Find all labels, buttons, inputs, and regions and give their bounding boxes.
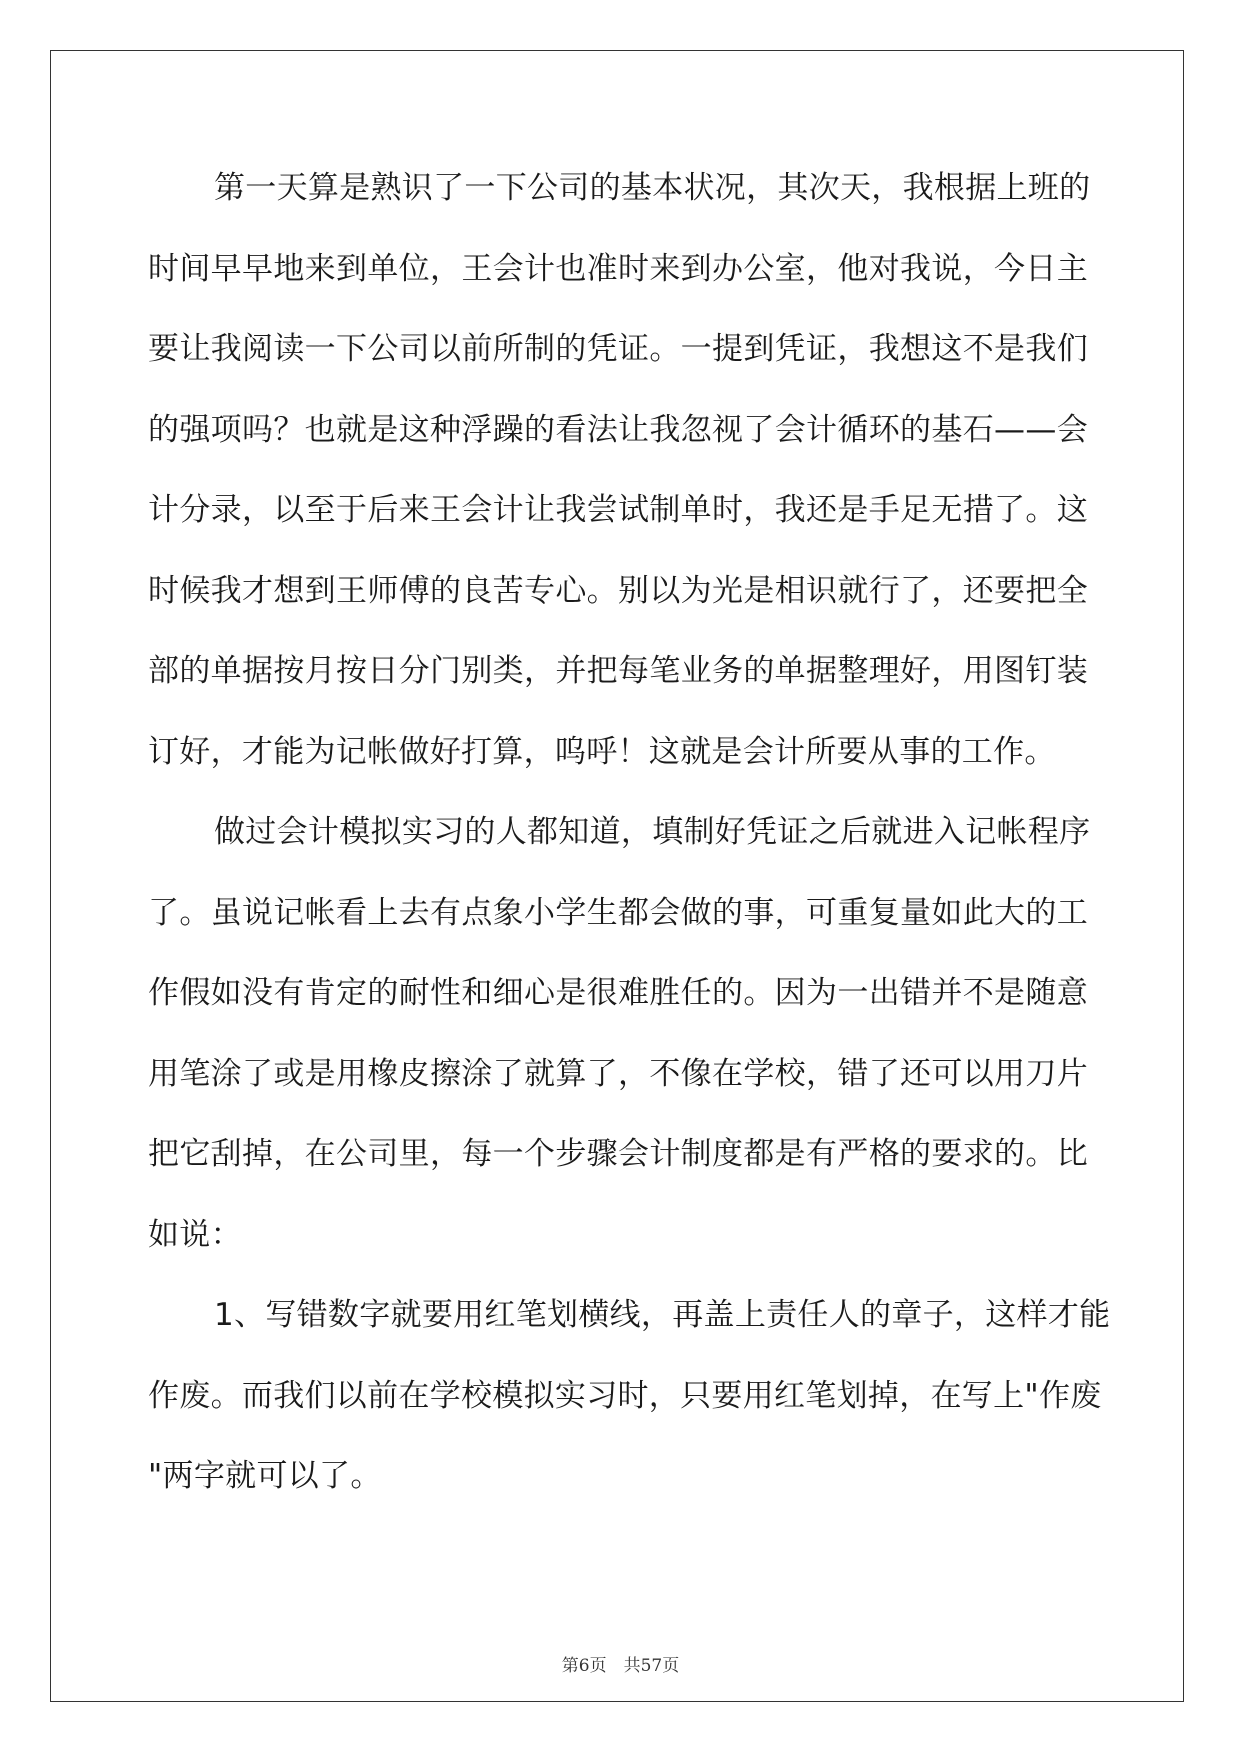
paragraph-1-line-2: 时间早早地来到单位，王会计也准时来到办公室，他对我说，今日主 xyxy=(148,250,1088,287)
paragraph-1-line-3: 要让我阅读一下公司以前所制的凭证。一提到凭证，我想这不是我们 xyxy=(148,331,1088,367)
paragraph-3-line-1: 1、写错数字就要用红笔划横线，再盖上责任人的章子，这样才能 xyxy=(214,1297,1111,1333)
paragraph-1-line-1: 第一天算是熟识了一下公司的基本状况，其次天，我根据上班的 xyxy=(214,170,1091,206)
page-number-footer: 第6页 共57页 xyxy=(561,1656,680,1676)
paragraph-2-line-4: 用笔涂了或是用橡皮擦涂了就算了，不像在学校，错了还可以用刀片 xyxy=(148,1055,1088,1092)
paragraph-1-line-6: 时候我才想到王师傅的良苦专心。别以为光是相识就行了，还要把全 xyxy=(148,572,1088,609)
paragraph-1-line-4: 的强项吗？也就是这种浮躁的看法让我忽视了会计循环的基石——会 xyxy=(148,411,1088,448)
paragraph-3-line-2: 作废。而我们以前在学校模拟实习时，只要用红笔划掉，在写上"作废 xyxy=(148,1377,1102,1414)
paragraph-3-line-3: "两字就可以了。 xyxy=(148,1458,382,1494)
paragraph-2-line-3: 作假如没有肯定的耐性和细心是很难胜任的。因为一出错并不是随意 xyxy=(148,975,1088,1011)
paragraph-2-line-2: 了。虽说记帐看上去有点象小学生都会做的事，可重复量如此大的工 xyxy=(148,894,1088,931)
paragraph-2-line-6: 如说： xyxy=(148,1216,242,1253)
paragraph-2-line-1: 做过会计模拟实习的人都知道，填制好凭证之后就进入记帐程序 xyxy=(214,814,1091,850)
paragraph-1-line-5: 计分录，以至于后来王会计让我尝试制单时，我还是手足无措了。这 xyxy=(148,492,1088,528)
paragraph-1-line-7: 部的单据按月按日分门别类，并把每笔业务的单据整理好，用图钉装 xyxy=(148,653,1088,689)
document-body xyxy=(148,162,1111,1531)
paragraph-2-line-5: 把它刮掉，在公司里，每一个步骤会计制度都是有严格的要求的。比 xyxy=(148,1136,1088,1172)
paragraph-1-line-8: 订好，才能为记帐做好打算，呜呼！这就是会计所要从事的工作。 xyxy=(148,733,1056,770)
